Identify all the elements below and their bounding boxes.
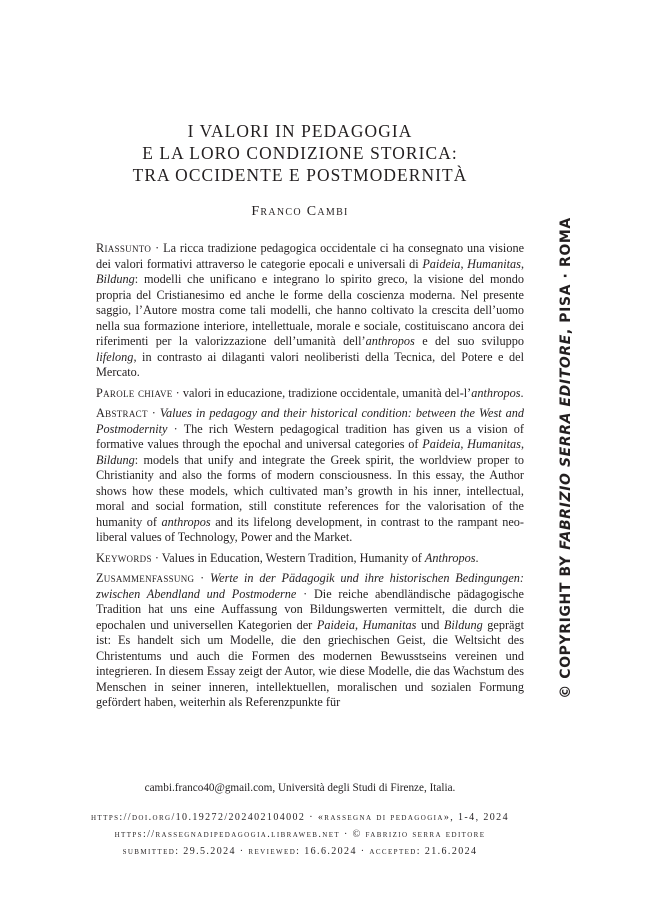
copyright-vertical-text	[558, 217, 574, 699]
abstract-text-4: : models that unify and integrate the Greek spirit, the worldview proper to Christianity and also the forms of modern consciousness. In this essay, the Author shows how these models, which cultivated man’s growth in his inner, intellectual, moral and social formation, still constitute references for the valorisation of the humanity of	[96, 452, 524, 529]
zusammenfassung-label: Zusammenfassung	[96, 571, 195, 585]
abstract-label: Abstract	[96, 406, 148, 420]
riassunto-sep: ·	[155, 241, 160, 255]
zusammenfassung-paragraph	[96, 571, 524, 711]
keywords-sep: ·	[154, 550, 159, 565]
title-line-3: TRA OCCIDENTE E POSTMODERNITÀ	[132, 165, 468, 185]
zusammenfassung-text-2: ,	[354, 617, 363, 632]
abstract-italic-4: anthropos	[161, 514, 211, 529]
keywords-paragraph	[96, 551, 524, 567]
riassunto-text-4: : modelli che unificano e integrano lo spirito greco, la visione del mondo propria del Cristianesimo ed anche le forme della coscienza moderna. Nel presente saggio, l’Autore mostra come tali modelli, che hanno coltivato la crescita dell’uomo nella sua formazione interiore, intellettuale, morale e sociale, costituiscano ancora dei riferimenti per la valorizzazione dell’umanità dell’	[96, 272, 524, 348]
riassunto-text-5: e del suo sviluppo	[414, 334, 524, 348]
abstract-text-5: and its lifelong development, in contrast to the rampant neo-liberal values of Technology, Power and the Market.	[96, 514, 524, 544]
doi-line: https://doi.org/10.19272/202402104002 · «rassegna di pedagogia», 1-4, 2024	[91, 812, 509, 823]
page-footer	[0, 782, 600, 860]
parole-chiave-paragraph	[96, 386, 524, 402]
parole-chiave-text-2: .	[520, 385, 524, 400]
zusammenfassung-text-1: Die reiche abendländische pädagogische Tradition hat uns eine Auffassung von Bildungswerten vermittelt, die durch die epochalen und universellen Kategorien der	[96, 586, 524, 632]
riassunto-italic-2: Humanitas	[467, 256, 521, 271]
author-email-affiliation: cambi.franco40@gmail.com, Università degli Studi di Firenze, Italia.	[144, 782, 456, 794]
zusammenfassung-text-4: geprägt ist: Es handelt sich um Modelle, die den griechischen Geist, die Weltsicht des Christentums und auch die Formen des modernen Bewusstseins vereinen und integrieren. In diesem Essay zeigt der Autor, wie diese Modelle, die das Wachstum des Menschen in seiner inneren, intellektuellen, moralischen und sozialen Formung gefördert haben, weiterhin als Referenzpunkte für	[96, 617, 525, 709]
parole-chiave-sep: ·	[175, 385, 180, 400]
copyright-suffix: , PISA · ROMA	[558, 217, 574, 335]
parole-chiave-label: Parole chiave	[96, 385, 173, 400]
abstract-text-3: ,	[520, 437, 524, 451]
abstract-italic-2: Humanitas	[467, 437, 521, 451]
abstract-text-2: ,	[460, 437, 468, 451]
keywords-italic-1: Anthropos	[424, 550, 476, 565]
zusammenfassung-sep: ·	[200, 571, 205, 585]
riassunto-text-3: ,	[520, 256, 524, 271]
copyright-sidebar	[541, 217, 591, 699]
title-line-1: I VALORI IN PEDAGOGIA	[187, 121, 413, 141]
abstract-paragraph	[96, 406, 524, 546]
zusammenfassung-text-3: und	[416, 617, 444, 632]
riassunto-italic-3: Bildung	[96, 272, 135, 286]
copyright-publisher: FABRIZIO SERRA EDITORE	[558, 334, 574, 550]
abstract-sep: ·	[151, 406, 156, 420]
riassunto-italic-5: lifelong	[96, 349, 134, 364]
riassunto-paragraph	[96, 241, 524, 381]
zusammenfassung-italic-2: Humanitas	[362, 617, 417, 632]
keywords-text-2: .	[475, 550, 479, 565]
copyright-prefix: © COPYRIGHT BY	[558, 549, 574, 699]
abstract-italic-1: Paideia	[422, 437, 461, 451]
zusammenfassung-italic-title: Werte in der Pädagogik und ihre historischen Bedingungen: zwischen Abendland und Postmoderne	[96, 571, 525, 601]
riassunto-italic-4: anthropos	[365, 334, 415, 348]
article-title	[0, 120, 600, 186]
dates-line: submitted: 29.5.2024 · reviewed: 16.6.2024 · accepted: 21.6.2024	[122, 846, 478, 857]
title-line-2: E LA LORO CONDIZIONE STORICA:	[142, 143, 458, 163]
keywords-label: Keywords	[96, 550, 152, 565]
abstracts-body	[96, 241, 524, 716]
keywords-text-1: Values in Education, Western Tradition, Humanity of	[158, 550, 425, 565]
zusammenfassung-italic-3: Bildung	[443, 617, 483, 632]
riassunto-label: Riassunto	[96, 241, 152, 255]
riassunto-text-1: La ricca tradizione pedagogica occidentale ci ha consegnato una visione dei valori formativi attraverso le categorie epocali e universali di	[96, 241, 525, 271]
zusammenfassung-sep-2: ·	[303, 586, 308, 601]
abstract-text-1: The rich Western pedagogical tradition has given us a vision of formative values through the epochal and universal categories of	[96, 421, 524, 451]
riassunto-text-2: ,	[460, 256, 468, 271]
parole-chiave-italic-1: anthropos	[471, 385, 521, 400]
riassunto-text-6: , in contrasto ai dilaganti valori neoliberisti della Tecnica, del Potere e del Mercato.	[96, 349, 524, 379]
abstract-italic-3: Bildung	[96, 452, 135, 467]
riassunto-italic-1: Paideia	[422, 256, 461, 271]
abstract-sep-2: ·	[173, 421, 178, 436]
abstract-italic-title: Values in pedagogy and their historical condition: between the West and Postmodernity	[96, 406, 525, 436]
author-name: Franco Cambi	[251, 204, 349, 219]
parole-chiave-text-1: valori in educazione, tradizione occidentale, umanità del-l’	[179, 385, 472, 400]
zusammenfassung-italic-1: Paideia	[316, 617, 355, 632]
website-line: https://rassegnadipedagogia.libraweb.net · © fabrizio serra editore	[114, 829, 486, 840]
